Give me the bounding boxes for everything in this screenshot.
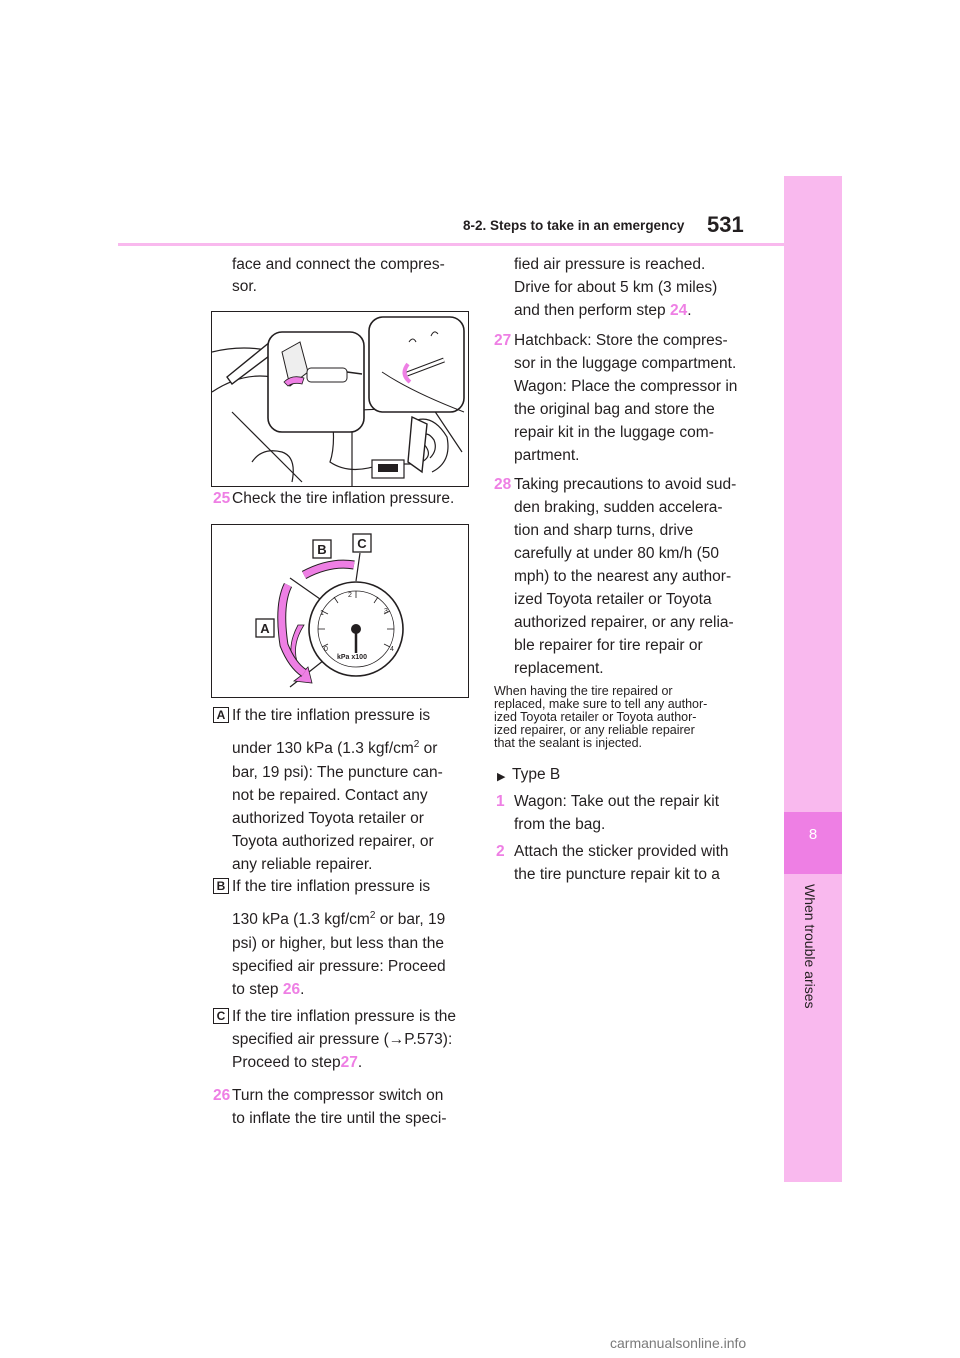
- item-b-line-2: 130 kPa (1.3 kgf/$cm^2$ or bar, 19: [232, 910, 446, 929]
- item-a-line-1: If the tire inflation pressure is: [232, 707, 431, 724]
- step-28-line-5: mph) to the nearest any author-: [514, 568, 732, 585]
- step-26-number: 26: [213, 1087, 231, 1104]
- note-line-2: replaced, make sure to tell any author-: [494, 697, 708, 711]
- gauge-unit: kPa x100: [337, 654, 367, 661]
- header-rule: [118, 243, 784, 246]
- intro-line-1: face and connect the compres-: [232, 256, 445, 273]
- item-c-line-1: If the tire inflation pressure is the: [232, 1008, 457, 1025]
- compressor-connection-figure: [211, 311, 469, 487]
- step-28-number: 28: [494, 476, 512, 493]
- type-b-step-1-line-1: Wagon: Take out the repair kit: [514, 793, 720, 810]
- footer-watermark[interactable]: carmanualsonline.info: [610, 1335, 747, 1351]
- svg-text:3: 3: [384, 608, 388, 615]
- step-28-line-1: Taking precautions to avoid sud-: [514, 476, 737, 493]
- step-28-line-6: ized Toyota retailer or Toyota: [514, 591, 712, 608]
- chapter-number: 8: [808, 826, 818, 843]
- gauge-label-a: A: [260, 621, 270, 636]
- pressure-gauge-figure: [211, 524, 469, 698]
- step-28-line-8: ble repairer for tire repair or: [514, 637, 703, 654]
- intro-line-2: sor.: [232, 278, 257, 295]
- step-25-number: 25: [213, 490, 231, 507]
- type-b-heading: Type B: [512, 766, 561, 783]
- chapter-side-tab: [784, 176, 842, 1182]
- section-title: 8-2. Steps to take in an emergency: [463, 218, 685, 233]
- item-b-line-3: psi) or higher, but less than the: [232, 935, 444, 952]
- step-28-line-3: tion and sharp turns, drive: [514, 522, 694, 539]
- step-27-number: 27: [494, 332, 512, 349]
- item-a-line-6: Toyota authorized repairer, or: [232, 833, 434, 850]
- item-b-line-5: to step 26.: [232, 981, 305, 998]
- item-b-line-1: If the tire inflation pressure is: [232, 878, 431, 895]
- type-b-step-2-line-2: the tire puncture repair kit to a: [514, 866, 720, 883]
- svg-text:0: 0: [324, 646, 328, 653]
- item-a-line-4: not be repaired. Contact any: [232, 787, 428, 804]
- item-a-line-5: authorized Toyota retailer or: [232, 810, 424, 827]
- note-line-4: ized repairer, or any reliable repairer: [494, 723, 695, 737]
- note-line-1: When having the tire repaired or: [494, 684, 673, 698]
- step-24-reference[interactable]: 24: [669, 302, 688, 319]
- type-b-step-1-number: 1: [496, 793, 505, 810]
- gauge-label-c: C: [357, 536, 367, 551]
- step-27-line-2: sor in the luggage compartment.: [514, 355, 737, 372]
- item-b-marker: B: [213, 878, 229, 894]
- type-b-step-1-line-2: from the bag.: [514, 816, 606, 833]
- step-26-cont-line-1: fied air pressure is reached.: [514, 256, 706, 273]
- step-27-reference[interactable]: 27: [340, 1054, 358, 1071]
- page-number: 531: [707, 212, 744, 237]
- step-27-line-1: Hatchback: Store the compres-: [514, 332, 728, 349]
- step-28-line-7: authorized repairer, or any relia-: [514, 614, 734, 631]
- item-a-line-3: bar, 19 psi): The puncture can-: [232, 764, 443, 781]
- step-28-line-4: carefully at under 80 km/h (50: [514, 545, 720, 562]
- svg-text:4: 4: [390, 646, 394, 653]
- step-26-line-1: Turn the compressor switch on: [232, 1087, 444, 1104]
- item-a-line-7: any reliable repairer.: [232, 856, 373, 873]
- step-26-reference[interactable]: 26: [282, 981, 301, 998]
- step-27-line-6: partment.: [514, 447, 580, 464]
- chapter-number-tab[interactable]: [784, 812, 842, 874]
- gauge-label-b: B: [317, 542, 327, 557]
- note-line-5: that the sealant is injected.: [494, 736, 643, 750]
- step-25-text: Check the tire inflation pressure.: [232, 490, 455, 507]
- step-28-line-2: den braking, sudden accelera-: [514, 499, 723, 516]
- type-b-step-2-line-1: Attach the sticker provided with: [514, 843, 729, 860]
- item-c-line-3: Proceed to step27.: [232, 1054, 363, 1071]
- type-b-step-2-number: 2: [496, 843, 505, 860]
- item-a-line-2: under 130 kPa (1.3 kgf/$cm^2$ or: [232, 739, 438, 758]
- step-27-line-3: Wagon: Place the compressor in: [514, 378, 738, 395]
- item-c-line-2: specified air pressure (→P.573):: [232, 1031, 453, 1048]
- chapter-title: When trouble arises: [802, 884, 818, 1009]
- item-c-marker: C: [213, 1008, 229, 1024]
- note-line-3: ized Toyota retailer or Toyota author-: [494, 710, 697, 724]
- step-26-cont-line-2: Drive for about 5 km (3 miles): [514, 279, 718, 296]
- type-b-arrow-icon: ▶: [497, 771, 506, 783]
- item-b-line-4: specified air pressure: Proceed: [232, 958, 446, 975]
- step-27-line-5: repair kit in the luggage com-: [514, 424, 714, 441]
- step-28-line-9: replacement.: [514, 660, 604, 677]
- item-a-marker: A: [213, 707, 229, 723]
- step-26-cont-line-3: and then perform step 24.: [514, 302, 692, 319]
- svg-text:2: 2: [348, 592, 352, 599]
- step-27-line-4: the original bag and store the: [514, 401, 715, 418]
- step-26-line-2: to inflate the tire until the speci-: [232, 1110, 447, 1127]
- svg-text:1: 1: [320, 610, 324, 617]
